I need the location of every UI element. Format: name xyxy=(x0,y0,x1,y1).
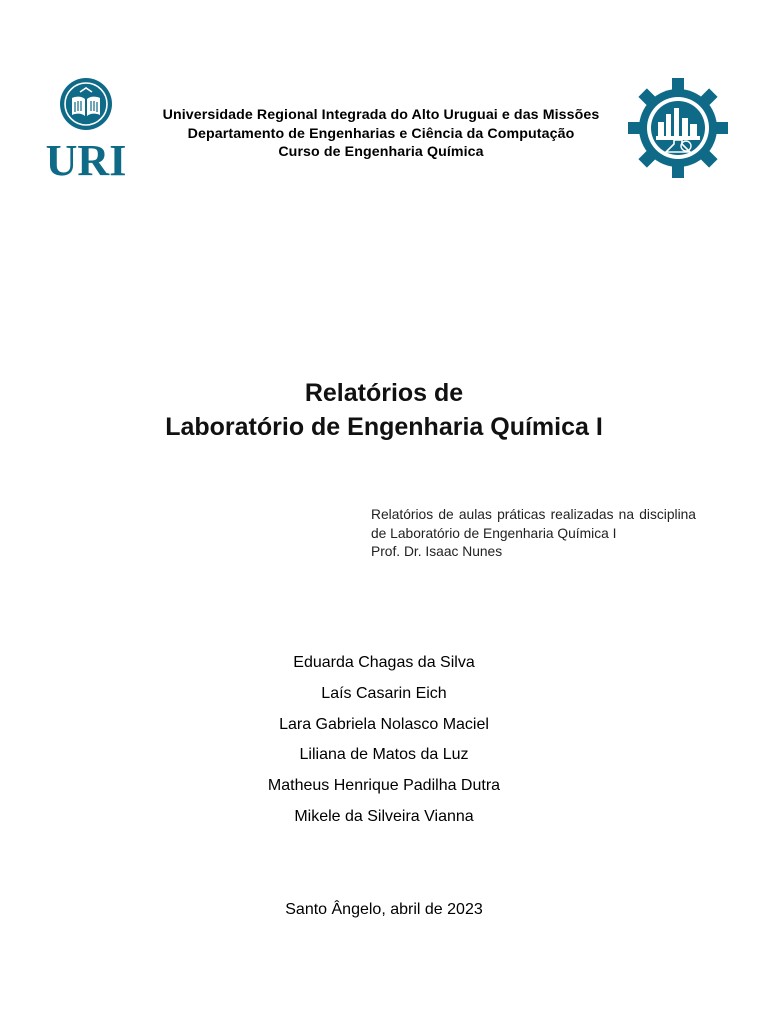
place-date: Santo Ângelo, abril de 2023 xyxy=(285,901,483,918)
author-name: Mikele da Silveira Vianna xyxy=(294,807,474,825)
chemical-engineering-gear-icon xyxy=(626,78,730,178)
department-name: Departamento de Engenharias e Ciência da Computação xyxy=(187,125,575,142)
description-paragraph: Relatórios de aulas práticas realizadas na disciplina de Laboratório de Engenharia Química I xyxy=(371,507,696,541)
uri-logo-text: URI xyxy=(45,136,127,178)
course-name: Curso de Engenharia Química xyxy=(278,144,484,160)
author-name: Lara Gabriela Nolasco Maciel xyxy=(279,715,489,733)
authors-list xyxy=(134,652,634,837)
title-line-2: Laboratório de Engenharia Química I xyxy=(165,413,603,441)
author-name: Matheus Henrique Padilha Dutra xyxy=(267,777,501,795)
document-title xyxy=(60,376,708,444)
uri-logo xyxy=(36,78,136,178)
course-logo xyxy=(626,78,730,178)
institution-header xyxy=(140,106,622,162)
uri-book-icon xyxy=(36,78,136,178)
author-name: Eduarda Chagas da Silva xyxy=(293,654,475,671)
author-name: Liliana de Matos da Luz xyxy=(299,746,469,764)
professor-name: Prof. Dr. Isaac Nunes xyxy=(371,544,503,559)
report-description xyxy=(371,506,696,562)
author-name: Laís Casarin Eich xyxy=(321,684,447,702)
university-name: Universidade Regional Integrada do Alto Uruguai e das Missões xyxy=(162,107,600,123)
title-line-1: Relatórios de xyxy=(304,379,464,407)
